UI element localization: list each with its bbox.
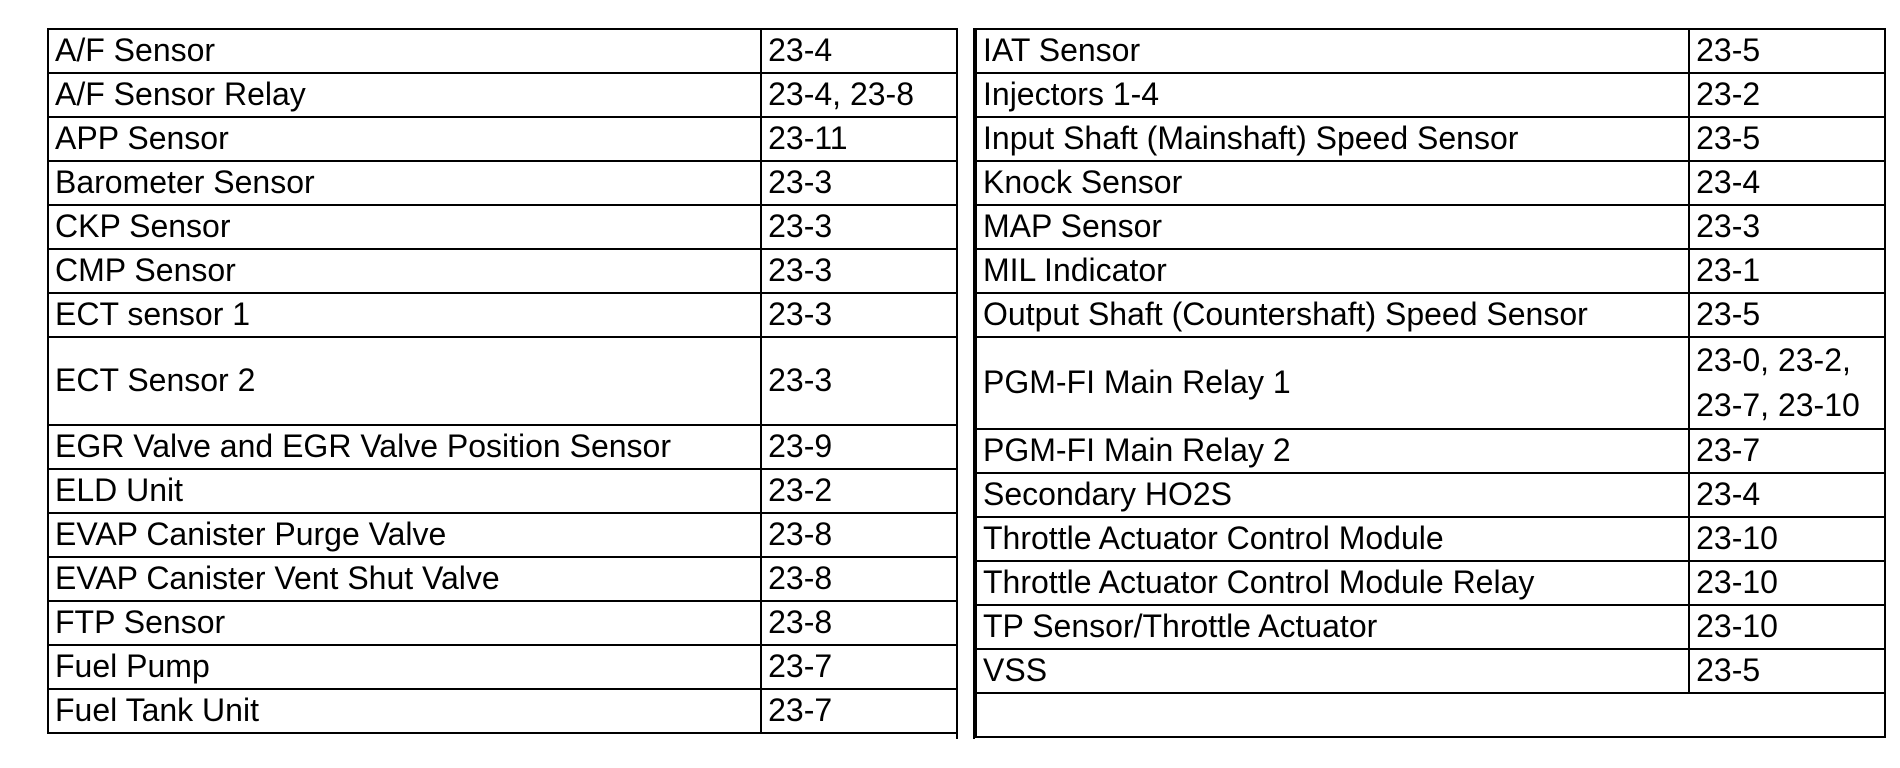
page-ref-cell: 23-3	[761, 161, 957, 205]
page-ref-cell: 23-3	[761, 293, 957, 337]
page-ref-cell: 23-2	[1689, 73, 1885, 117]
component-name-cell: CMP Sensor	[48, 249, 761, 293]
component-name-cell: Output Shaft (Countershaft) Speed Sensor	[976, 293, 1689, 337]
page-ref-cell: 23-5	[1689, 29, 1885, 73]
component-name-cell: Throttle Actuator Control Module Relay	[976, 561, 1689, 605]
page-ref-cell: 23-2	[761, 469, 957, 513]
page-ref-cell: 23-8	[761, 513, 957, 557]
page-ref-cell: 23-0, 23-2, 23-7, 23-10	[1689, 337, 1885, 429]
component-name-cell: IAT Sensor	[976, 29, 1689, 73]
table-row	[976, 29, 1885, 73]
component-name-cell: APP Sensor	[48, 117, 761, 161]
page-ref-cell: 23-4	[761, 29, 957, 73]
component-name-cell: Secondary HO2S	[976, 473, 1689, 517]
table-row	[48, 513, 957, 557]
component-name-cell: ECT Sensor 2	[48, 337, 761, 425]
table-row	[976, 293, 1885, 337]
component-name-cell: EVAP Canister Purge Valve	[48, 513, 761, 557]
table-row	[48, 293, 957, 337]
component-name-cell: ELD Unit	[48, 469, 761, 513]
table-row	[48, 689, 957, 733]
table-row	[48, 337, 957, 425]
page-ref-cell: 23-3	[761, 337, 957, 425]
component-name-cell: TP Sensor/Throttle Actuator	[976, 605, 1689, 649]
right-component-table	[975, 28, 1886, 738]
page-ref-cell: 23-11	[761, 117, 957, 161]
table-row	[976, 605, 1885, 649]
table-row	[976, 205, 1885, 249]
component-name-cell: Barometer Sensor	[48, 161, 761, 205]
page-ref-cell: 23-10	[1689, 517, 1885, 561]
component-name-cell: EVAP Canister Vent Shut Valve	[48, 557, 761, 601]
table-row	[48, 249, 957, 293]
table-row	[976, 517, 1885, 561]
page-ref-cell: 23-3	[761, 205, 957, 249]
table-row	[976, 73, 1885, 117]
component-name-cell: VSS	[976, 649, 1689, 693]
page-ref-cell: 23-9	[761, 425, 957, 469]
component-name-cell: Throttle Actuator Control Module	[976, 517, 1689, 561]
component-name-cell: A/F Sensor	[48, 29, 761, 73]
table-row	[48, 117, 957, 161]
component-name-cell: Knock Sensor	[976, 161, 1689, 205]
page-ref-cell: 23-5	[1689, 649, 1885, 693]
table-row	[976, 473, 1885, 517]
component-name-cell: ECT sensor 1	[48, 293, 761, 337]
component-name-cell: CKP Sensor	[48, 205, 761, 249]
page-ref-cell: 23-7	[761, 645, 957, 689]
table-row	[48, 601, 957, 645]
table-row	[48, 557, 957, 601]
empty-table-row	[976, 693, 1885, 737]
component-name-cell: Fuel Tank Unit	[48, 689, 761, 733]
table-row	[976, 649, 1885, 693]
page-ref-cell: 23-1	[1689, 249, 1885, 293]
table-row	[976, 249, 1885, 293]
component-name-cell: MIL Indicator	[976, 249, 1689, 293]
table-row	[976, 161, 1885, 205]
page-ref-cell: 23-3	[1689, 205, 1885, 249]
component-name-cell: Fuel Pump	[48, 645, 761, 689]
page-ref-cell: 23-5	[1689, 117, 1885, 161]
page-ref-cell: 23-4	[1689, 161, 1885, 205]
component-name-cell: A/F Sensor Relay	[48, 73, 761, 117]
component-name-cell: FTP Sensor	[48, 601, 761, 645]
page-ref-cell: 23-8	[761, 601, 957, 645]
page-ref-cell: 23-5	[1689, 293, 1885, 337]
page-ref-cell: 23-10	[1689, 605, 1885, 649]
page-ref-cell: 23-10	[1689, 561, 1885, 605]
page-ref-cell: 23-7	[1689, 429, 1885, 473]
table-row	[976, 337, 1885, 429]
page-ref-cell: 23-4, 23-8	[761, 73, 957, 117]
column-divider	[956, 28, 975, 739]
table-row	[48, 73, 957, 117]
table-row	[48, 425, 957, 469]
table-row	[976, 429, 1885, 473]
table-row	[976, 117, 1885, 161]
table-row	[976, 561, 1885, 605]
page-ref-cell: 23-7	[761, 689, 957, 733]
page-ref-cell: 23-3	[761, 249, 957, 293]
component-name-cell: Input Shaft (Mainshaft) Speed Sensor	[976, 117, 1689, 161]
table-row	[48, 645, 957, 689]
empty-cell	[976, 693, 1885, 737]
component-name-cell: MAP Sensor	[976, 205, 1689, 249]
component-name-cell: EGR Valve and EGR Valve Position Sensor	[48, 425, 761, 469]
component-name-cell: PGM-FI Main Relay 2	[976, 429, 1689, 473]
page-ref-cell: 23-4	[1689, 473, 1885, 517]
component-name-cell: PGM-FI Main Relay 1	[976, 337, 1689, 429]
table-row	[48, 161, 957, 205]
table-row	[48, 205, 957, 249]
page-ref-cell: 23-8	[761, 557, 957, 601]
component-name-cell: Injectors 1-4	[976, 73, 1689, 117]
table-row	[48, 469, 957, 513]
table-row	[48, 29, 957, 73]
left-component-table	[47, 28, 958, 734]
